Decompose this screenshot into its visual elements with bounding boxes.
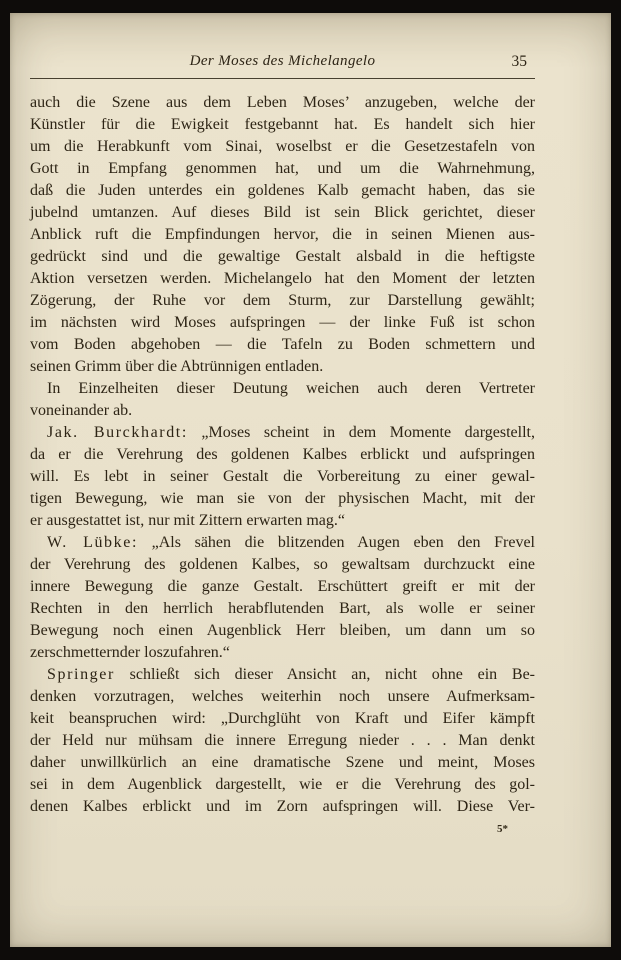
text-line: er ausgestattet ist, nur mit Zittern erwarten mag.“ xyxy=(30,512,345,529)
text-line: innere Bewegung die ganze Gestalt. Erschüttert greift er mit der xyxy=(30,578,535,595)
text-line: In Einzelheiten dieser Deutung weichen auch deren Vertreter xyxy=(47,380,535,397)
paragraph xyxy=(30,532,535,664)
text-line: im nächsten wird Moses aufspringen — der linke Fuß ist schon xyxy=(30,314,535,331)
text-line: W. Lübke: „Als sähen die blitzenden Augen eben den Frevel xyxy=(47,534,535,551)
running-title: Der Moses des Michelangelo xyxy=(189,53,376,69)
paragraph xyxy=(30,92,535,378)
body-text xyxy=(30,92,535,818)
text-line: Anblick ruft die Empfindungen hervor, die in seinen Mienen aus- xyxy=(30,226,535,243)
text-line: vom Boden abgehoben — die Tafeln zu Boden schmettern und xyxy=(30,336,535,353)
text-line: tigen Bewegung, wie man sie von der physischen Macht, mit der xyxy=(30,490,535,507)
text-line: voneinander ab. xyxy=(30,402,133,419)
text-line: da er die Verehrung des goldenen Kalbes erblickt und aufspringen xyxy=(30,446,535,463)
text-line: Rechten in den herrlich herabflutenden Bart, als wolle er seiner xyxy=(30,600,535,617)
paragraph xyxy=(30,664,535,818)
text-line: der Held nur mühsam die innere Erregung nieder . . . Man denkt xyxy=(30,732,535,749)
text-line: gedrückt sind und die gewaltige Gestalt alsbald in die heftigste xyxy=(30,248,535,265)
text-line: daher unwillkürlich an eine dramatische Szene und meint, Moses xyxy=(30,754,535,771)
spaced-name: W. Lübke: xyxy=(47,534,138,551)
book-page xyxy=(10,13,611,947)
page-header xyxy=(30,53,535,73)
text-line: zerschmetternder loszufahren.“ xyxy=(30,644,230,661)
header-rule xyxy=(30,78,535,79)
text-line: denken vorzutragen, welches weiterhin noch unsere Aufmerksam- xyxy=(30,688,535,705)
paragraph xyxy=(30,422,535,532)
text-line: Jak. Burckhardt: „Moses scheint in dem Momente dargestellt, xyxy=(47,424,535,441)
text-line: Bewegung noch einen Augenblick Herr bleiben, um dann um so xyxy=(30,622,535,639)
text-line: der Verehrung des goldenen Kalbes, so gewaltsam durchzuckt eine xyxy=(30,556,535,573)
text-line: Zögerung, der Ruhe vor dem Sturm, zur Darstellung gewählt; xyxy=(30,292,535,309)
text-line: auch die Szene aus dem Leben Moses’ anzugeben, welche der xyxy=(30,94,535,111)
text-line: denen Kalbes erblickt und im Zorn aufspringen will. Diese Ver- xyxy=(30,798,535,815)
text-line: um die Herabkunft vom Sinai, woselbst er die Gesetzestafeln von xyxy=(30,138,535,155)
paragraph xyxy=(30,378,535,422)
text-line: jubelnd umtanzen. Auf dieses Bild ist sein Blick gerichtet, dieser xyxy=(30,204,535,221)
spaced-name: Jak. Burckhardt: xyxy=(47,424,188,441)
text-line: sei in dem Augenblick dargestellt, wie er die Verehrung des gol- xyxy=(30,776,535,793)
text-line: daß die Juden unterdes ein goldenes Kalb gemacht haben, das sie xyxy=(30,182,535,199)
text-line: Künstler für die Ewigkeit festgebannt hat. Es handelt sich hier xyxy=(30,116,535,133)
page-number: 35 xyxy=(511,53,527,70)
text-line: seinen Grimm über die Abtrünnigen entladen. xyxy=(30,358,324,375)
text-line: keit beanspruchen wird: „Durchglüht von Kraft und Eifer kämpft xyxy=(30,710,535,727)
text-line: Aktion versetzen werden. Michelangelo hat den Moment der letzten xyxy=(30,270,535,287)
signature-mark: 5* xyxy=(497,823,508,835)
spaced-name: Springer xyxy=(47,666,115,683)
text-line: Springer schließt sich dieser Ansicht an, nicht ohne ein Be- xyxy=(47,666,535,683)
text-line: will. Es lebt in seiner Gestalt die Vorbereitung zu einer gewal- xyxy=(30,468,535,485)
text-line: Gott in Empfang genommen hat, und um die Wahrnehmung, xyxy=(30,160,535,177)
